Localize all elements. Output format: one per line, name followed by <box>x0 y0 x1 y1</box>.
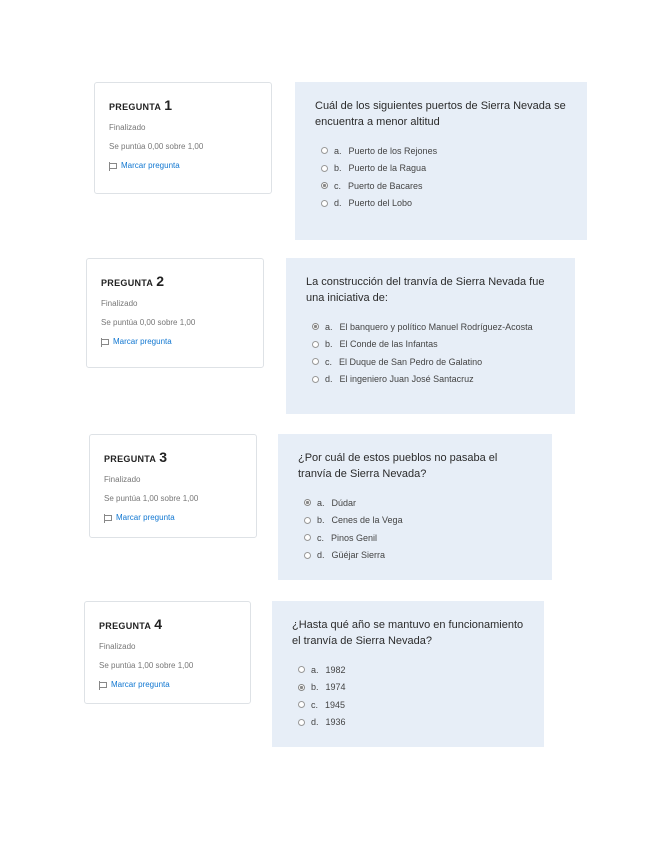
radio-button-checked[interactable] <box>304 499 311 506</box>
answer-option[interactable]: c. El Duque de San Pedro de Galatino <box>312 353 555 371</box>
answer-option[interactable]: a. 1982 <box>298 661 524 679</box>
answer-option[interactable]: c. Pinos Genil <box>304 529 532 547</box>
radio-button-checked[interactable] <box>298 684 305 691</box>
radio-button[interactable] <box>298 701 305 708</box>
question-state: Finalizado <box>101 299 138 308</box>
question-info-4 <box>84 601 251 704</box>
answer-option[interactable]: a. Puerto de los Rejones <box>321 142 567 160</box>
question-number: PREGUNTA 1 <box>109 97 173 113</box>
question-content-3 <box>278 434 552 580</box>
radio-button[interactable] <box>298 719 305 726</box>
question-grade: Se puntúa 0,00 sobre 1,00 <box>101 318 196 327</box>
question-state: Finalizado <box>104 475 141 484</box>
answer-list <box>306 318 555 388</box>
answer-option[interactable]: b. El Conde de las Infantas <box>312 336 555 354</box>
question-number: PREGUNTA 4 <box>99 616 163 632</box>
answer-option[interactable]: d. El ingeniero Juan José Santacruz <box>312 371 555 389</box>
answer-option[interactable]: b. 1974 <box>298 679 524 697</box>
answer-option[interactable]: b. Puerto de la Ragua <box>321 160 567 178</box>
question-text: ¿Hasta qué año se mantuvo en funcionamiento el tranvía de Sierra Nevada? <box>292 619 524 647</box>
radio-button[interactable] <box>298 666 305 673</box>
question-info-2 <box>86 258 264 368</box>
flag-question-link[interactable]: Marcar pregunta <box>99 680 236 689</box>
flag-question-link[interactable]: Marcar pregunta <box>109 161 257 170</box>
radio-button-checked[interactable] <box>321 182 328 189</box>
radio-button[interactable] <box>321 200 328 207</box>
answer-option[interactable]: a. Dúdar <box>304 494 532 512</box>
question-content-2 <box>286 258 575 414</box>
answer-option[interactable]: c. 1945 <box>298 696 524 714</box>
question-grade: Se puntúa 1,00 sobre 1,00 <box>104 494 199 503</box>
question-content-4 <box>272 601 544 747</box>
question-content-1 <box>295 82 587 240</box>
answer-option[interactable]: d. 1936 <box>298 714 524 732</box>
question-number: PREGUNTA 2 <box>101 273 165 289</box>
answer-option[interactable]: c. Puerto de Bacares <box>321 177 567 195</box>
radio-button[interactable] <box>312 376 319 383</box>
radio-button[interactable] <box>312 341 319 348</box>
question-state: Finalizado <box>109 123 146 132</box>
answer-option[interactable]: d. Puerto del Lobo <box>321 195 567 213</box>
answer-option[interactable]: a. El banquero y político Manuel Rodríguez-Acosta <box>312 318 555 336</box>
radio-button[interactable] <box>312 358 319 365</box>
radio-button[interactable] <box>304 552 311 559</box>
flag-question-link[interactable]: Marcar pregunta <box>104 513 242 522</box>
radio-button[interactable] <box>321 147 328 154</box>
question-text: Cuál de los siguientes puertos de Sierra Nevada se encuentra a menor altitud <box>315 100 566 128</box>
question-info-1 <box>94 82 272 194</box>
question-grade: Se puntúa 1,00 sobre 1,00 <box>99 661 194 670</box>
question-number: PREGUNTA 3 <box>104 449 168 465</box>
question-info-3 <box>89 434 257 538</box>
answer-list <box>315 142 567 212</box>
radio-button[interactable] <box>304 534 311 541</box>
question-state: Finalizado <box>99 642 136 651</box>
answer-list <box>292 661 524 731</box>
flag-question-link[interactable]: Marcar pregunta <box>101 337 249 346</box>
flag-icon <box>99 681 107 689</box>
question-grade: Se puntúa 0,00 sobre 1,00 <box>109 142 204 151</box>
answer-option[interactable]: b. Cenes de la Vega <box>304 512 532 530</box>
radio-button[interactable] <box>321 165 328 172</box>
radio-button[interactable] <box>304 517 311 524</box>
flag-icon <box>104 514 112 522</box>
flag-icon <box>101 338 109 346</box>
answer-option[interactable]: d. Güéjar Sierra <box>304 547 532 565</box>
question-text: ¿Por cuál de estos pueblos no pasaba el tranvía de Sierra Nevada? <box>298 452 498 480</box>
flag-icon <box>109 162 117 170</box>
question-text: La construcción del tranvía de Sierra Nevada fue una iniciativa de: <box>306 276 545 304</box>
radio-button-checked[interactable] <box>312 323 319 330</box>
answer-list <box>298 494 532 564</box>
